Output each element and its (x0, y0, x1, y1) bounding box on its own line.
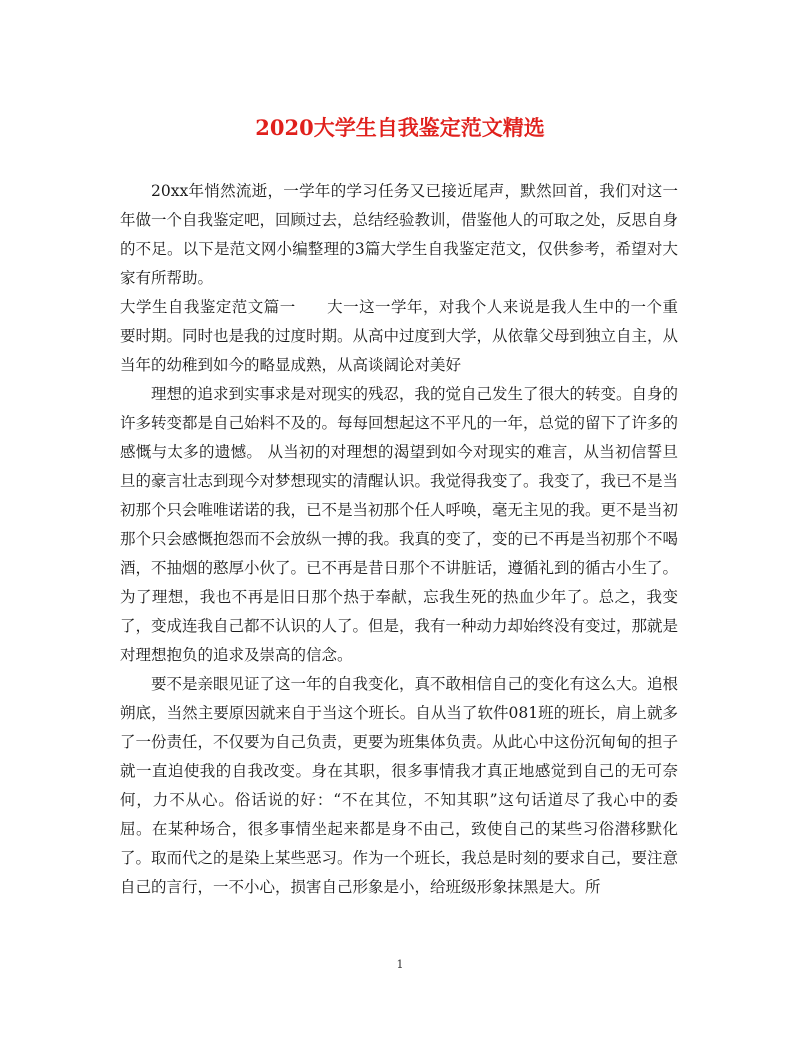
section-heading: 大学生自我鉴定范文篇一 (120, 298, 296, 316)
body-paragraph-3: 要不是亲眼见证了这一年的自我变化，真不敢相信自己的变化有这么大。追根朔底，当然主要原因就来自于当这个班长。自从当了软件081班的班长，肩上就多了一份责任，不仅要为自己负责，更要为班集体负责。从此心中这份沉甸甸的担子就一直迫使我的自我改变。身在其职，很多事情我才真正地感觉到自己的无可奈何，力不从心。俗话说的好：“不在其位，不知其职”这句话道尽了我心中的委屈。在某种场合，很多事情坐起来都是身不由己，致使自己的某些习俗潜移默化了。取而代之的是染上某些恶习。作为一个班长，我总是时刻的要求自己，要注意自己的言行，一不小心，损害自己形象是小，给班级形象抹黑是大。所 (120, 675, 679, 896)
body-paragraph-2: 理想的追求到实事求是对现实的残忍，我的觉自己发生了很大的转变。自身的许多转变都是自己始料不及的。每每回想起这不平凡的一年，总觉的留下了许多的感慨与太多的遗憾。 从当初的对理想的渴望到如今对现实的难言，从当初信誓旦旦的豪言壮志到现今对梦想现实的清醒认识。我觉得我变了。我变了，我已不是当初那个只会唯唯诺诺的我，已不是当初那个任人呼唤，毫无主见的我。更不是当初那个只会感慨抱怨而不会放纵一搏的我。我真的变了，变的已不再是当初那个不喝酒，不抽烟的憨厚小伙了。已不再是昔日那个不讲脏话，遵循礼到的循古小生了。为了理想，我也不再是旧日那个热于奉献，忘我生死的热血少年了。总之，我变了，变成连我自己都不认识的人了。但是，我有一种动力却始终没有变过，那就是对理想抱负的追求及崇高的信念。 (120, 385, 679, 664)
section-lead: 大一这一学年，对我个人来说是我人生中的一个重要时期。同时也是我的过度时期。从高中过度到大学，从依靠父母到独立自主，从当年的幼稚到如今的略显成熟，从高谈阔论对美好 (120, 298, 679, 374)
page-number: 1 (396, 958, 404, 971)
document-body (120, 177, 678, 902)
intro-paragraph: 20xx年悄然流逝，一学年的学习任务又已接近尾声，默然回首，我们对这一年做一个自我鉴定吧，回顾过去，总结经验教训，借鉴他人的可取之处，反思自身的不足。以下是范文网小编整理的3篇大学生自我鉴定范文，仅供参考，希望对大家有所帮助。 (120, 182, 679, 287)
document-title: 2020大学生自我鉴定范文精选 (255, 115, 545, 140)
section-paragraph (120, 293, 678, 380)
